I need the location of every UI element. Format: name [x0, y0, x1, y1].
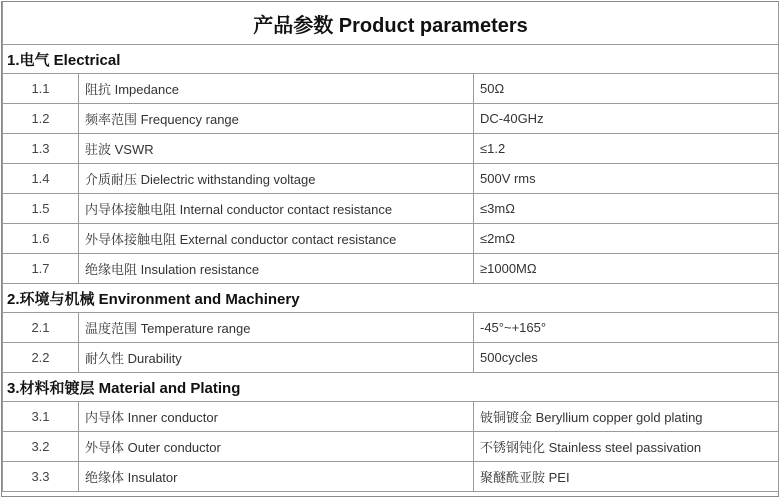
param-value: 铍铜镀金 Beryllium copper gold plating [474, 402, 779, 432]
table-row [3, 402, 779, 432]
table-row [3, 104, 779, 134]
table-row [3, 134, 779, 164]
param-name: 耐久性 Durability [79, 343, 474, 373]
section-heading: 2.环境与机械 Environment and Machinery [3, 284, 779, 313]
param-value: 50Ω [474, 74, 779, 104]
row-number: 1.1 [3, 74, 79, 104]
row-number: 3.1 [3, 402, 79, 432]
param-value: -45°~+165° [474, 313, 779, 343]
section-header-row [3, 373, 779, 402]
row-number: 2.2 [3, 343, 79, 373]
param-value: DC-40GHz [474, 104, 779, 134]
row-number: 1.7 [3, 254, 79, 284]
table-row [3, 254, 779, 284]
row-number: 3.3 [3, 462, 79, 492]
param-value: ≤3mΩ [474, 194, 779, 224]
param-value: 500V rms [474, 164, 779, 194]
param-name: 外导体 Outer conductor [79, 432, 474, 462]
table-row [3, 313, 779, 343]
section-heading: 3.材料和镀层 Material and Plating [3, 373, 779, 402]
param-value: ≤2mΩ [474, 224, 779, 254]
param-name: 温度范围 Temperature range [79, 313, 474, 343]
param-value: ≥1000MΩ [474, 254, 779, 284]
param-name: 绝缘电阻 Insulation resistance [79, 254, 474, 284]
table-row [3, 164, 779, 194]
table-row [3, 74, 779, 104]
param-name: 频率范围 Frequency range [79, 104, 474, 134]
param-value: 500cycles [474, 343, 779, 373]
table-row [3, 432, 779, 462]
section-header-row [3, 284, 779, 313]
title-row [3, 2, 779, 45]
param-name: 外导体接触电阻 External conductor contact resistance [79, 224, 474, 254]
row-number: 3.2 [3, 432, 79, 462]
table-row [3, 224, 779, 254]
param-value: 聚醚酰亚胺 PEI [474, 462, 779, 492]
row-number: 1.2 [3, 104, 79, 134]
param-value: 不锈钢钝化 Stainless steel passivation [474, 432, 779, 462]
table-row [3, 343, 779, 373]
param-name: 绝缘体 Insulator [79, 462, 474, 492]
page-title: 产品参数 Product parameters [3, 2, 779, 45]
table-row [3, 194, 779, 224]
row-number: 1.3 [3, 134, 79, 164]
row-number: 1.6 [3, 224, 79, 254]
param-name: 驻波 VSWR [79, 134, 474, 164]
table-row [3, 462, 779, 492]
parameters-table [2, 2, 779, 492]
row-number: 1.5 [3, 194, 79, 224]
param-name: 内导体接触电阻 Internal conductor contact resistance [79, 194, 474, 224]
param-name: 内导体 Inner conductor [79, 402, 474, 432]
section-header-row [3, 45, 779, 74]
param-name: 介质耐压 Dielectric withstanding voltage [79, 164, 474, 194]
section-heading: 1.电气 Electrical [3, 45, 779, 74]
param-value: ≤1.2 [474, 134, 779, 164]
param-name: 阻抗 Impedance [79, 74, 474, 104]
row-number: 1.4 [3, 164, 79, 194]
product-parameters-sheet [1, 1, 779, 497]
row-number: 2.1 [3, 313, 79, 343]
